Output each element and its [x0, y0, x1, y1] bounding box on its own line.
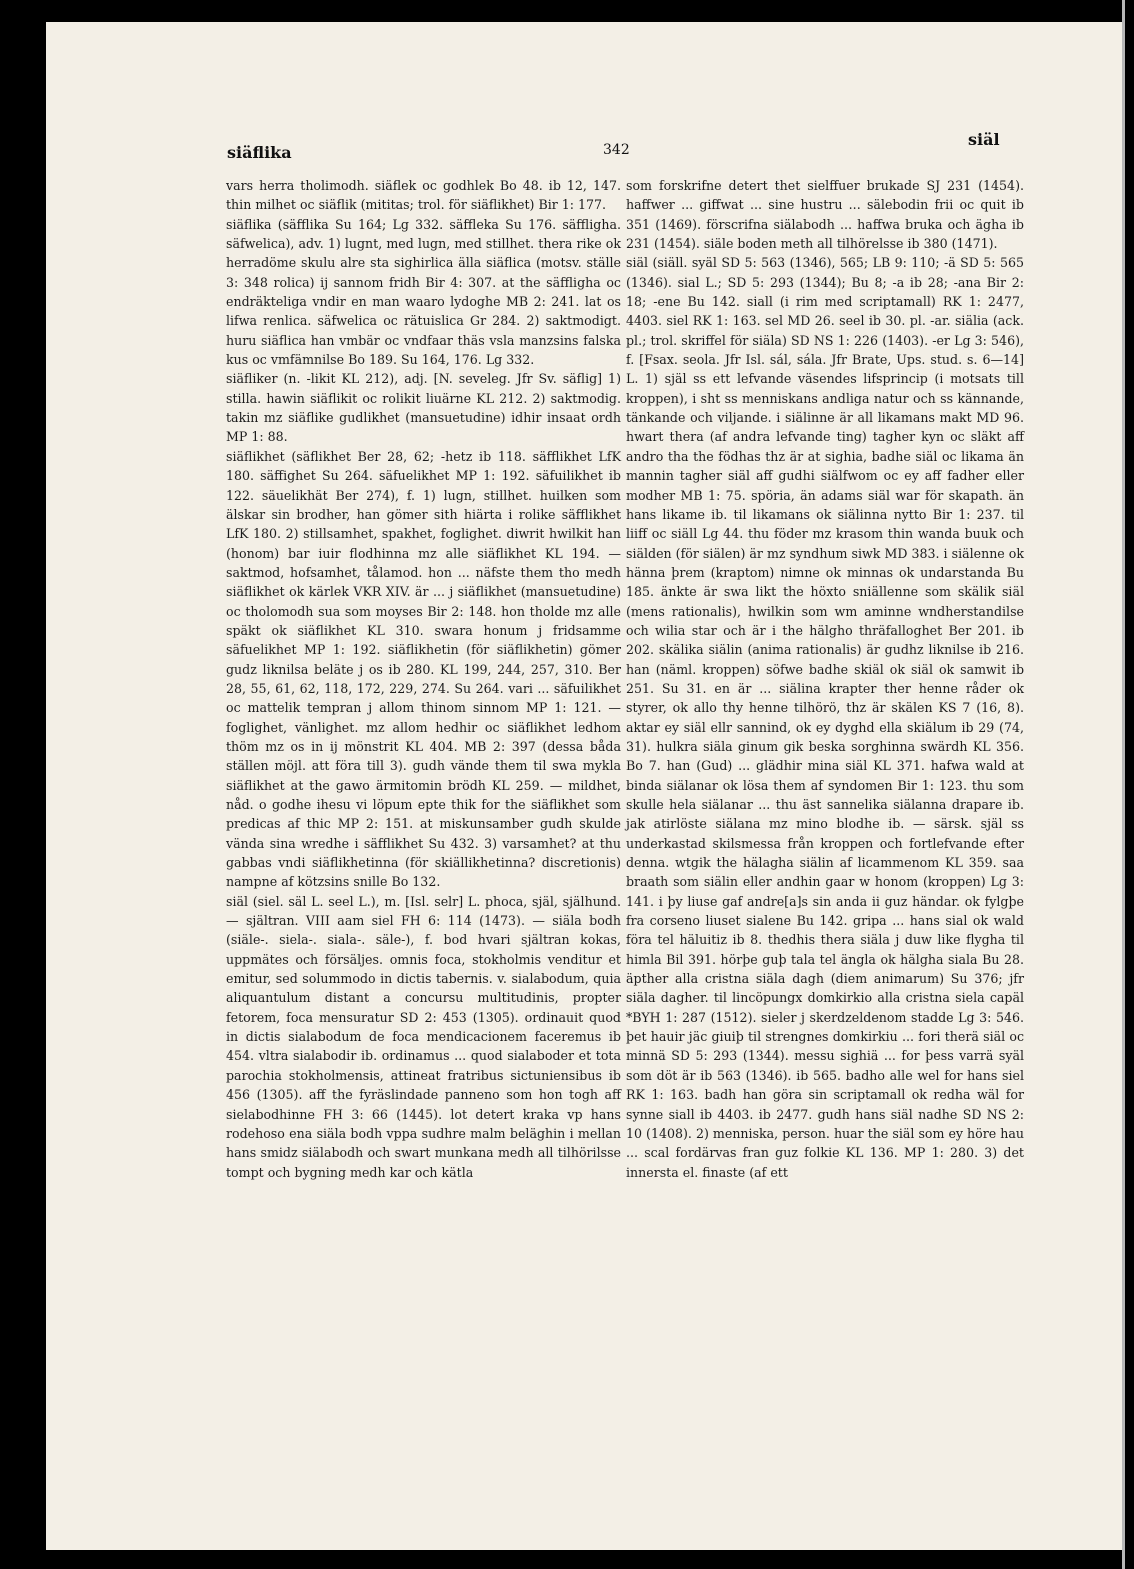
page-number: 342	[603, 142, 630, 158]
right-column	[626, 176, 1024, 1182]
entry-paragraph: som forskrifne detert thet sielffuer brukade SJ 231 (1454). haffwer ... giffwat ... sine hustru ... sälebodin frii oc quit ib 351 (1469). förscrifna siälabodh ... haffwa bruka och ägha ib 231 (1454). siäle boden meth all tilhörelsse ib 380 (1471).	[626, 178, 1024, 252]
running-head-left: siäflika	[227, 143, 292, 162]
entry-paragraph: siäl (siäll. syäl SD 5: 563 (1346), 565; LB 9: 110; -ä SD 5: 565 (1346). sial L.; SD 5: 293 (1344); Bu 8; -a ib 28; -ana Bir 2: 18; -ene Bu 142. siall (i rim med scriptamall) RK 1: 2477, 4403. siel RK 1: 163. sel MD 26. seel ib 30. pl. -ar. siälia (ack. pl.; trol. skriffel för siäla) SD NS 1: 226 (1403). -er Lg 3: 546), f. [Fsax. seola. Jfr Isl. sál, sála. Jfr Brate, Ups. stud. s. 6—14] L. 1) själ ss ett lefvande väsendes lifsprincip (i motsats till kroppen), i sht ss menniskans andliga natur och ss kännande, tänkande och viljande. i siälinne är all likamans makt MD 96. hwart thera (af andra lefvande ting) tagher kyn oc släkt aff andro tha the födhas thz är at sighia, badhe siäl oc likama än mannin tagher siäl aff gudhi siälfwom oc ey aff fadher eller modher MB 1: 75. spöria, än adams siäl war för skapath. än hans likame ib. til likamans ok siälinna nytto Bir 1: 237. til liiff oc siäll Lg 44. thu föder mz krasom thin wanda buuk och siälden (för siälen) är mz syndhum siwk MD 383. i siälenne ok hänna þrem (kraptom) nimne ok minnas ok undarstanda Bu 185. änkte är swa likt the höxto sniällenne som skälik siäl (mens rationalis), hwilkin som wm aminne wndherstandilse och wilia star och är i the hälgho thräfalloghet Ber 201. ib 202. skälika siälin (anima rationalis) är gudhz liknilse ib 216. han (näml. kroppen) söfwe badhe skiäl ok siäl ok samwit ib 251. Su 31. en är ... siälina krapter ther henne råder ok styrer, ok allo thy henne tilhörö, thz är skälen KS 7 (16, 8). aktar ey siäl ellr sannind, ok ey dyghd ella skiälum ib 29 (74, 31). hulkra siäla ginum gik beska sorghinna swärdh KL 356. Bo 7. han (Gud) ... glädhir mina siäl KL 371. hafwa wald at binda siälanar ok lösa them af syndomen Bir 1: 123. thu som skulle hela siälanar ... thu äst sannelika siälanna drapare ib. jak atirlöste siälana mz mino blodhe ib. — särsk. själ ss underkastad skilsmessa från kroppen och fortlefvande efter denna. wtgik the hälagha siälin af licammenom KL 359. saa braath som siälin eller andhin gaar w honom (kroppen) Lg 3: 141. i þy liuse gaf andre[a]s sin anda ii guz händar. ok fylgþe fra corseno liuset sialene Bu 142. gripa ... hans sial ok wald föra tel häluitiz ib 8. thedhis thera siäla j duw like flygha til himla Bil 391. hörþe guþ tala tel ängla ok hälgha siala Bu 28. äpther alla cristna siäla dagh (diem animarum) Su 376; jfr siäla dagher. til lincöpungx domkirkio alla cristna siela capäl *BYH 1: 287 (1512). sieler j skerdzeldenom stadde Lg 3: 546. þet hauir jäc giuiþ til strengnes domkirkiu ... fori therä siäl oc minnä SD 5: 293 (1344). messu sighiä ... for þess varrä syäl som döt är ib 563 (1346). ib 565. badho alle wel for hans siel RK 1: 163. badh han göra sin scriptamall ok redha wäl for synne siall ib 4403. ib 2477. gudh hans siäl nadhe SD NS 2: 10 (1408). 2) menniska, person. huar the siäl som ey höre hau ... scal fordärvas fran guz folkie KL 136. MP 1: 280. 3) det innersta el. finaste (af ett	[626, 255, 1024, 1180]
entry-paragraph: vars herra tholimodh. siäflek oc godhlek Bo 48. ib 12, 147. thin milhet oc siäflik (mititas; trol. för siäflikhet) Bir 1: 177.	[226, 178, 621, 213]
entry-paragraph: siäl (siel. säl L. seel L.), m. [Isl. selr] L. phoca, själ, själhund. — själtran. VIII aam siel FH 6: 114 (1473). — siäla bodh (siäle-. siela-. siala-. säle-), f. bod hvari själtran kokas, uppmätes och försäljes. omnis foca, stokholmis venditur et emitur, sed solummodo in dictis tabernis. v. sialabodum, quia aliquantulum distant a concursu multitudinis, propter fetorem, foca mensuratur SD 2: 453 (1305). ordinauit quod in dictis sialabodum de foca mendicacionem faceremus ib 454. vltra sialabodir ib. ordinamus ... quod sialaboder et tota parochia stokholmensis, attineat fratribus sictuniensibus ib 456 (1305). aff the fyräslindade panneno som hon togh aff sielabodhinne FH 3: 66 (1445). lot detert kraka vp hans rodehoso ena siäla bodh vppa sudhre malm beläghin i mellan hans smidz siälabodh och swart munkana medh all tilhörilsse tompt och bygning medh kar och kätla	[226, 893, 621, 1180]
entry-paragraph: siäflikhet (säflikhet Ber 28, 62; -hetz ib 118. säfflikhet LfK 180. säffighet Su 264. säfuelikhet MP 1: 192. säfuilikhet ib 122. säuelikhät Ber 274), f. 1) lugn, stillhet. huilken som älskar sin brodher, han gömer sith hiärta i rolike säfflikhet LfK 180. 2) stillsamhet, spakhet, foglighet. diwrit hwilkit han (honom) bar iuir flodhinna mz alle siäflikhet KL 194. — saktmod, hofsamhet, tålamod. hon ... näfste them tho medh siäflikhet ok kärlek VKR XIV. är ... j siäflikhet (mansuetudine) oc tholomodh sua som moyses Bir 2: 148. hon tholde mz alle späkt ok siäflikhet KL 310. swara honum j fridsamme säfuelikhet MP 1: 192. siäflikhetin (för siäflikhetin) gömer gudz liknilsa beläte j os ib 280. KL 199, 244, 257, 310. Ber 28, 55, 61, 62, 118, 172, 229, 274. Su 264. vari ... säfuilikhet oc mattelik tempran j allom thinom sinnom MP 1: 121. — foglighet, vänlighet. mz allom hedhir oc siäflikhet ledhom thöm mz os in ij mönstrit KL 404. MB 2: 397 (dessa båda ställen möjl. att föra till 3). gudh vände them til swa mykla siäflikhet at the gawo ärmitomin brödh KL 259. — mildhet, nåd. o godhe ihesu vi löpum epte thik for the siäflikhet som predicas af thic MP 2: 151. at miskunsamber gudh skulde vända sina wredhe i säfflikhet Su 432. 3) varsamhet? at thu gabbas vndi siäflikhetinna (för skiällikhetinna? discretionis) nampne af kötzsins snille Bo 132.	[226, 448, 621, 890]
page-edge-line	[1122, 0, 1125, 1569]
left-column	[226, 176, 621, 1182]
entry-paragraph: siäflika (säfflika Su 164; Lg 332. säffleka Su 176. säffligha. säfwelica), adv. 1) lugnt, med lugn, med stillhet. thera rike ok herradöme skulu alre sta sighirlica älla siäflica (motsv. ställe 3: 348 rolica) ij sannom fridh Bir 4: 307. at the säffligha oc endräkteliga vndir en man waaro lydoghe MB 2: 241. lat os lifwa renlica. säfwelica oc rätuislica Gr 284. 2) saktmodigt. huru siäflica han vmbär oc vndfaar thäs vsla manzsins falska kus oc vmfämnilse Bo 189. Su 164, 176. Lg 332.	[226, 216, 621, 368]
entry-paragraph: siäfliker (n. -likit KL 212), adj. [N. seveleg. Jfr Sv. säflig] 1) stilla. hawin siäflikit oc rolikit liuärne KL 212. 2) saktmodig. takin mz siäflike gudlikhet (mansuetudine) idhir insaat ordh MP 1: 88.	[226, 371, 621, 445]
running-head-right: siäl	[968, 130, 1000, 149]
